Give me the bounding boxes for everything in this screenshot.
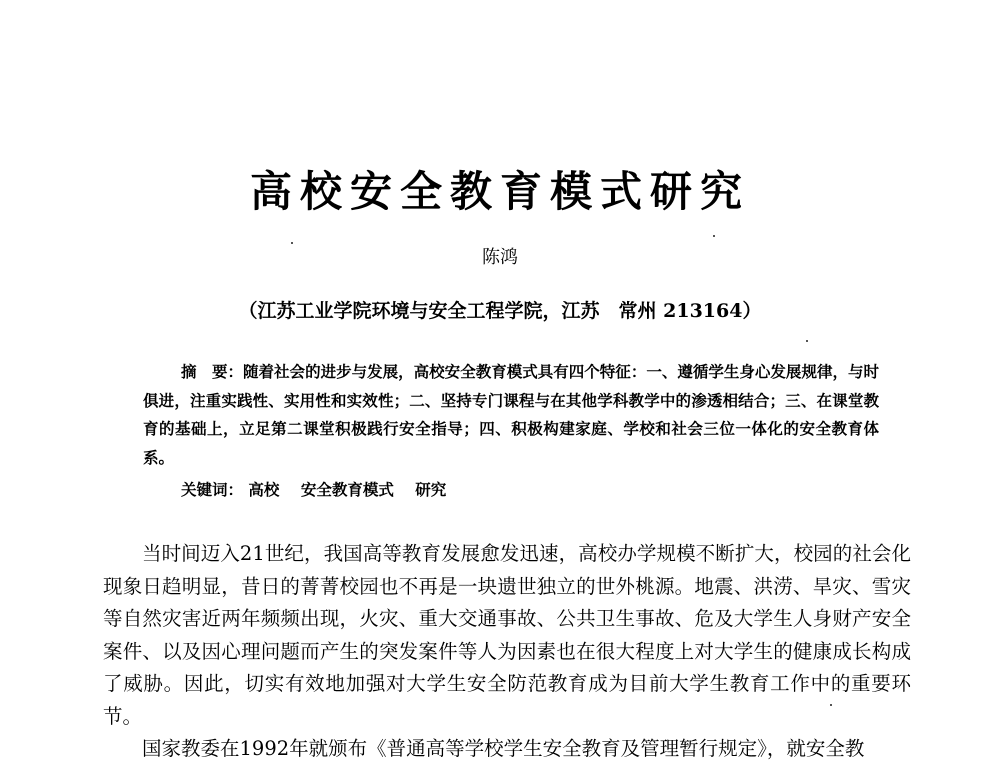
abstract-text: 随着社会的进步与发展，高校安全教育模式具有四个特征：一、遵循学生身心发展规律，与时俱进，注重实践性、实用性和实效性；二、坚持专门课程与在其他学科教学中的渗透相结合；三、在课堂教育的基础上，立足第二课堂积极践行安全指导；四、积极构建家庭、学校和社会三位一体化的安全教育体系。 [143,362,879,467]
scan-speck [713,235,715,237]
scan-speck [806,340,808,342]
keywords-label: 关键词： [181,480,244,499]
abstract-label: 摘 要： [181,362,244,381]
scan-speck [830,704,832,706]
keywords [181,478,881,502]
abstract [143,358,879,472]
scan-speck [291,242,293,244]
author-affiliation: （江苏工业学院环境与安全工程学院，江苏 常州 213164） [238,300,762,322]
body-text [103,538,911,766]
keyword-item: 高校 [248,480,280,499]
body-paragraph: 国家教委在1992年就颁布《普通高等学校学生安全教育及管理暂行规定》，就安全教 [142,737,865,760]
keyword-item: 研究 [415,480,447,499]
paper-title: 高校安全教育模式研究 [249,167,750,216]
author-name: 陈鸿 [482,247,518,268]
body-paragraph: 当时间迈入21世纪，我国高等教育发展愈发迅速，高校办学规模不断扩大，校园的社会化现象日趋明显，昔日的菁菁校园也不再是一块遗世独立的世外桃源。地震、洪涝、旱灾、雪灾等自然灾害近两年频频出现，火灾、重大交通事故、公共卫生事故、危及大学生人身财产安全案件、以及因心理问题而产生的突发案件等人为因素也在很大程度上对大学生的健康成长构成了威胁。因此，切实有效地加强对大学生安全防范教育成为目前大学生教育工作中的重要环节。 [103,542,911,728]
keyword-item: 安全教育模式 [300,480,394,499]
